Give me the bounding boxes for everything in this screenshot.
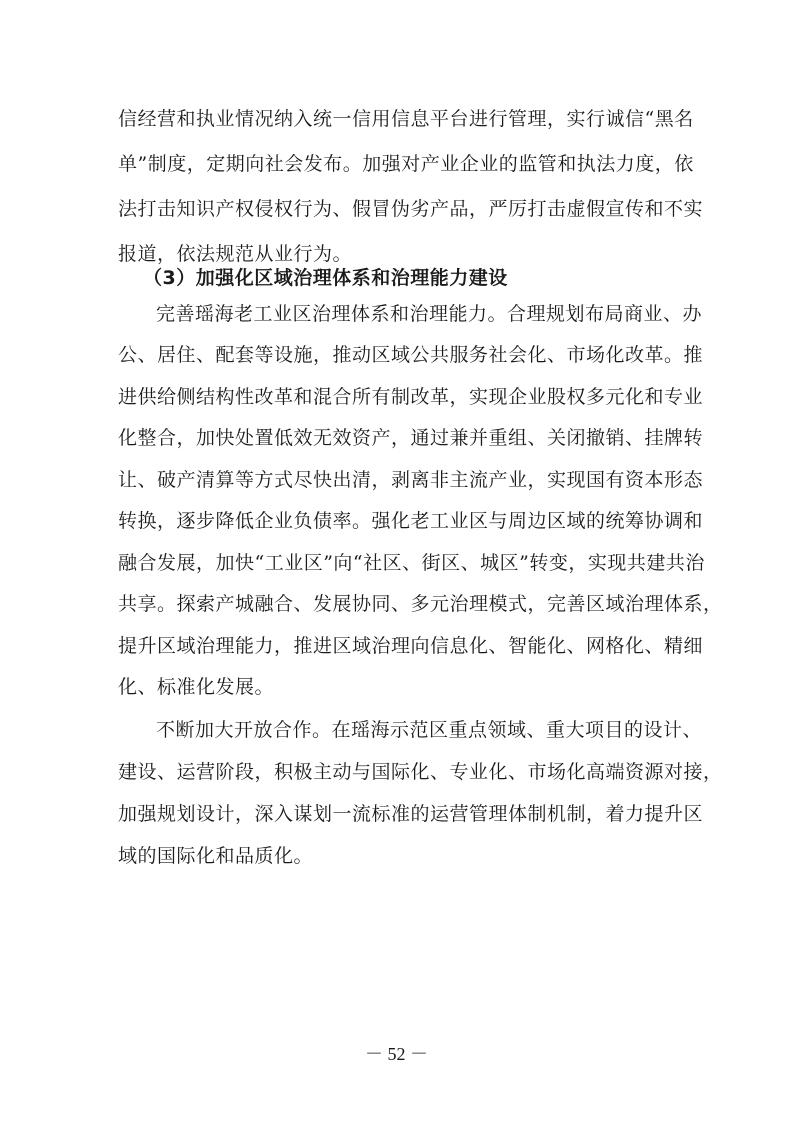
text-line: 报道，依法规范从业行为。 xyxy=(118,243,353,265)
text-line: 化整合，加快处置低效无效资产，通过兼并重组、关闭撤销、挂牌转 xyxy=(118,427,704,449)
text-line: 让、破产清算等方式尽快出清，剥离非主流产业，实现国有资本形态 xyxy=(118,469,704,491)
text-line: 加强规划设计，深入谋划一流标准的运营管理体制机制，着力提升区 xyxy=(118,803,704,825)
text-line: 转换，逐步降低企业负债率。强化老工业区与周边区域的统筹协调和 xyxy=(118,510,704,532)
text-line: 共享。探索产城融合、发展协同、多元治理模式，完善区域治理体系， xyxy=(118,593,723,615)
text-line: 法打击知识产权侵权行为、假冒伪劣产品，严厉打击虚假宣传和不实 xyxy=(118,198,704,220)
text-line: 融合发展，加快“工业区”向“社区、街区、城区”转变，实现共建共治 xyxy=(118,552,705,574)
text-line: 信经营和执业情况纳入统一信用信息平台进行管理，实行诚信“黑名 xyxy=(118,108,694,130)
section-heading: （3）加强化区域治理体系和治理能力建设 xyxy=(143,267,508,289)
text-line: 化、标准化发展。 xyxy=(118,676,275,698)
text-line: 单”制度，定期向社会发布。加强对产业企业的监管和执法力度，依 xyxy=(118,153,694,175)
text-line: 不断加大开放合作。在瑶海示范区重点领域、重大项目的设计、 xyxy=(156,719,703,741)
text-line: 域的国际化和品质化。 xyxy=(118,845,314,867)
text-line: 公、居住、配套等设施，推动区域公共服务社会化、市场化改革。推 xyxy=(118,344,704,366)
text-line: 提升区域治理能力，推进区域治理向信息化、智能化、网格化、精细 xyxy=(118,635,704,657)
page-number: － 52 － xyxy=(365,1044,428,1064)
text-line: 完善瑶海老工业区治理体系和治理能力。合理规划布局商业、办 xyxy=(156,303,703,325)
text-line: 建设、运营阶段，积极主动与国际化、专业化、市场化高端资源对接， xyxy=(118,761,723,783)
text-line: 进供给侧结构性改革和混合所有制改革，实现企业股权多元化和专业 xyxy=(118,386,704,408)
